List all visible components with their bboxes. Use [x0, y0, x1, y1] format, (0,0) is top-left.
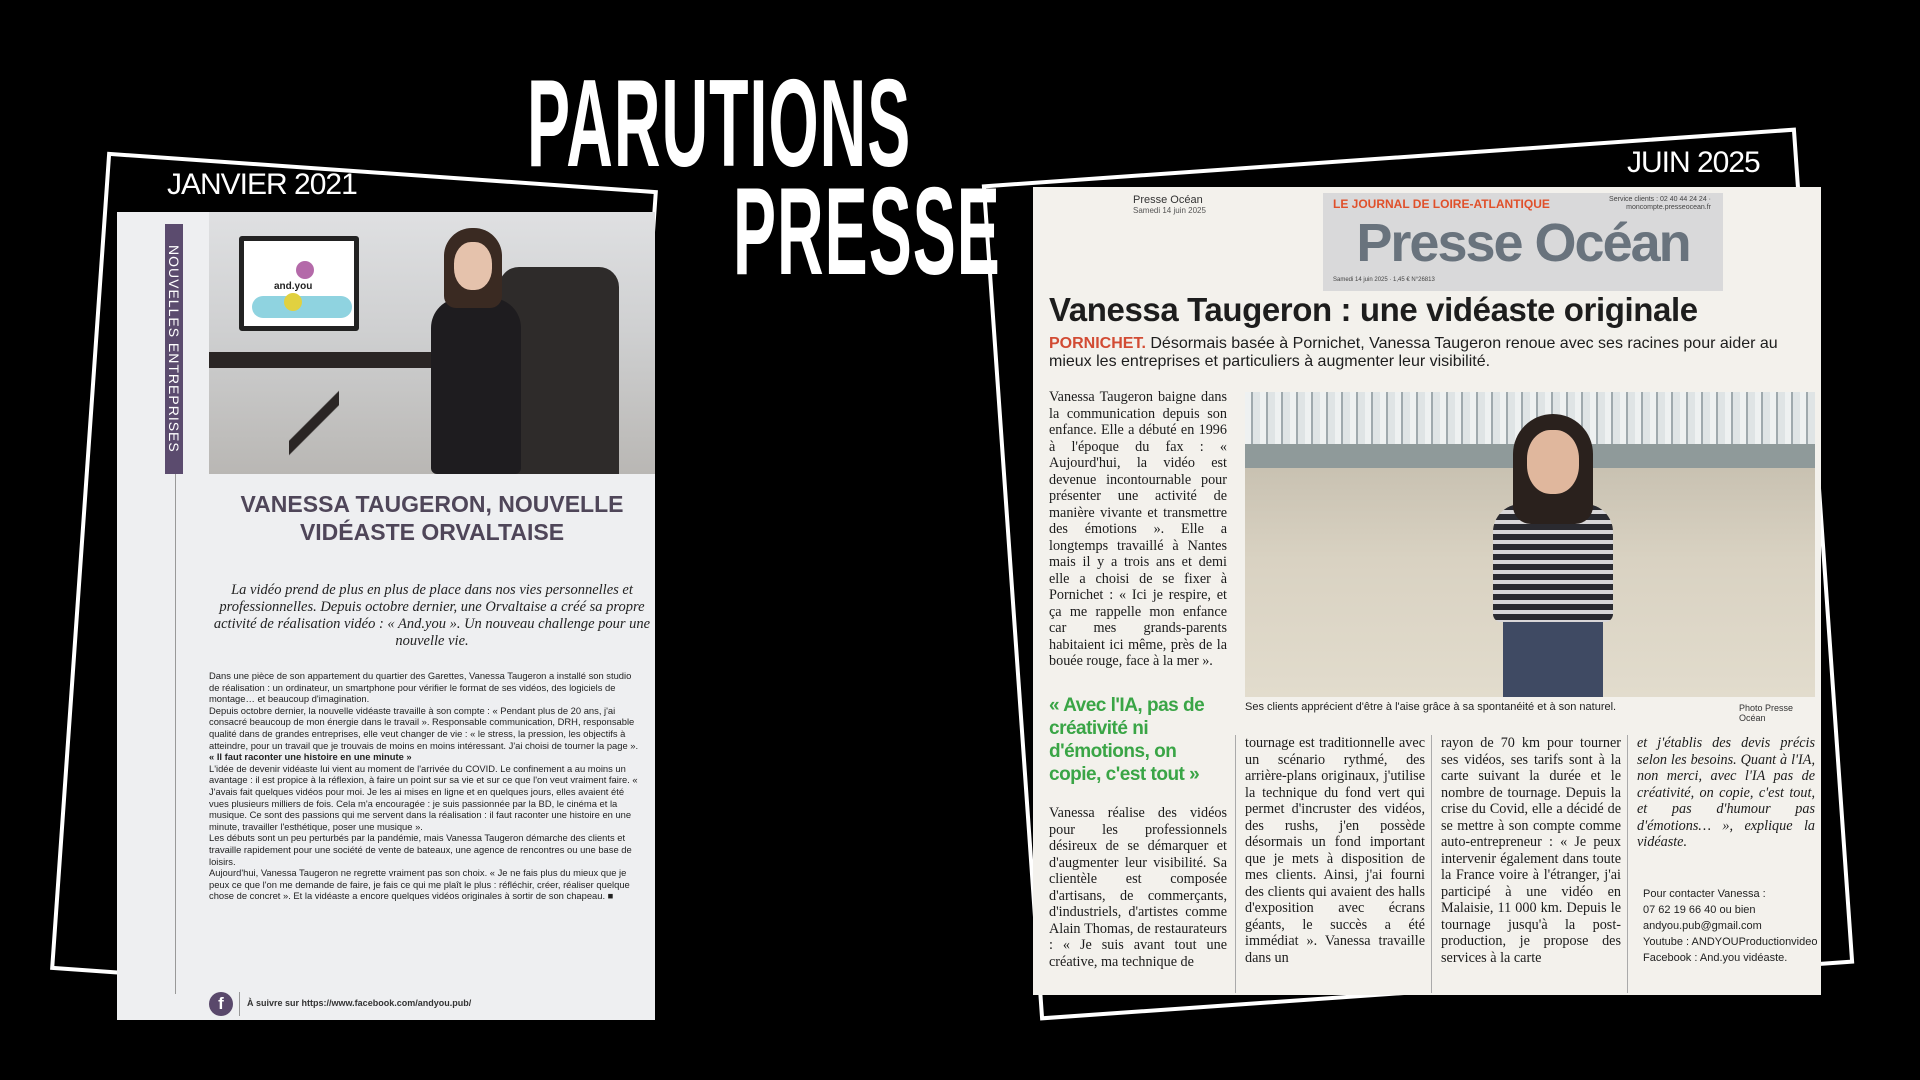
left-paragraph: Les débuts sont un peu perturbés par la pandémie, mais Vanessa Taugeron démarche des clients et travaille rapidement pour une société de vente de bateaux, une agence de rencontres ou une base de loisirs. [209, 832, 632, 867]
left-body [209, 670, 641, 902]
left-subheading: « Il faut raconter une histoire en une minute » [209, 751, 412, 763]
photo-caption: Ses clients apprécient d'être à l'aise grâce à sa spontanéité et à son naturel. [1245, 701, 1617, 713]
photo-credit: Photo Presse Océan [1739, 703, 1794, 723]
left-paragraph: Aujourd'hui, Vanessa Taugeron ne regrette vraiment pas son choix. « Je ne fais plus du mieux que je peux ce que l'on me demande de faire, je fais ce qui me plaît le plus : réfléchir, créer, réaliser quelque chose de concret ». Et la vidéaste a encore quelques vidéos originales à sortir de son chapeau. ■ [209, 867, 630, 902]
column-rule [1627, 735, 1628, 993]
masthead-small: Presse Océan [1133, 194, 1203, 206]
desk-leg [289, 368, 339, 474]
masthead-name: Presse Océan [1356, 213, 1690, 273]
screen-ball [284, 293, 302, 311]
follow-divider [239, 992, 240, 1016]
left-headline: VANESSA TAUGERON, NOUVELLE VIDÉASTE ORVALTAISE [240, 491, 624, 545]
left-clipping [117, 212, 655, 1020]
masthead-subtitle: LE JOURNAL DE LOIRE-ATLANTIQUE [1333, 197, 1550, 211]
and-you-logo-icon [296, 261, 314, 279]
left-paragraph: Depuis octobre dernier, la nouvelle vidéaste travaille à son compte : « Pendant plus de 20 ans, j'ai consacré beaucoup de mon énergie dans le travail ». Responsable communication, DRH, responsable qualité dans de grandes entreprises, elle veut changer de vie : « le stress, la pression, les objectifs à atteindre, pour un travail que je trouvais de moins en moins intéressant. J'ai choisi de tourner la page ». [209, 704, 639, 751]
computer-screen [239, 236, 359, 331]
left-paragraph: L'idée de devenir vidéaste lui vient au moment de l'arrivée du COVID. Le confinement a au moins un avantage : il est propice à la réflexion, à faire un point sur sa vie et sur ce que l'on veut vraiment faire. « J'avais fait quelques vidéos pour moi. Je les ai mises en ligne et en quelques jours, elles avaient été vues plusieurs milliers de fois. Cela m'a encouragée : je suis passionnée par la BD, le cinéma et la musique. Ce sont des passions qui me servent dans la réalisation : il faut raconter une histoire en une minute, travailler l'esthétique, poser une musique ». [209, 762, 638, 832]
right-clipping [1033, 187, 1821, 995]
left-photo [209, 212, 655, 474]
person-body [431, 298, 521, 474]
pull-quote: « Avec l'IA, pas de créativité ni d'émotions, on copie, c'est tout » [1049, 695, 1205, 785]
follow-link: À suivre sur https://www.facebook.com/andyou.pub/ [247, 998, 472, 1008]
screen-text: and.you [274, 281, 313, 292]
contact-line: Youtube : ANDYOUProductionvideo [1643, 936, 1818, 948]
screen-wave [252, 296, 352, 318]
column-rule [1431, 735, 1432, 993]
contact-line: 07 62 19 66 40 ou bien [1643, 904, 1756, 916]
right-column-1: Vanessa Taugeron baigne dans la communication depuis son enfance. Elle a débuté en 1996 à l'époque du fax : « Aujourd'hui, la vidéo est devenue incontournable pour présenter une activité de manière vivante et transmettre des émotions ». Elle a longtemps travaillé à Nantes mais il y a trois ans et demi elle a choisi de se fixer à Pornichet : « Ici je respire, et ça me rappelle mon enfance car mes grands-parents habitaient ici même, près de la bouée rouge, face à la mer ». [1049, 389, 1227, 669]
right-date-label: JUIN 2025 [1627, 146, 1760, 179]
facebook-icon: f [209, 992, 233, 1016]
contact-line: Facebook : And.you vidéaste. [1643, 952, 1788, 964]
left-lead: La vidéo prend de plus en plus de place dans nos vies personnelles et professionnelles. Depuis octobre dernier, une Orvaltaise a créé sa propre activité de réalisation vidéo : « And.you ». Un nouveau challenge pour une nouvelle vie. [213, 582, 651, 649]
left-paragraph: Dans une pièce de son appartement du quartier des Garettes, Vanessa Taugeron a installé son studio de réalisation : un ordinateur, un smartphone pour vérifier le format de ses vidéos, des logiciels de montage… et beaucoup d'imagination. [209, 670, 632, 705]
right-headline: Vanessa Taugeron : une vidéaste originale [1049, 291, 1698, 328]
column-rule [1235, 735, 1236, 993]
left-divider [175, 474, 176, 994]
person-face [454, 242, 492, 290]
page-title-line2: PRESSE [733, 163, 1001, 301]
intro-city: PORNICHET. [1049, 335, 1146, 352]
page-title-line1: PARUTIONS [527, 55, 912, 193]
contact-line: andyou.pub@gmail.com [1643, 920, 1762, 932]
masthead-service: Service clients : 02 40 44 24 24 · moncompte.presseocean.fr [1609, 196, 1711, 211]
desk [209, 352, 459, 368]
section-tab-label: NOUVELLES ENTREPRISES [166, 245, 182, 453]
masthead-date: Samedi 14 juin 2025 [1133, 206, 1206, 215]
person-jeans [1503, 622, 1603, 697]
right-intro [1049, 335, 1815, 371]
contact-box [1643, 886, 1818, 966]
right-column-3: rayon de 70 km pour tourner ses vidéos, ses tarifs sont à la carte suivant la durée et le nombre de tournage. Depuis la crise du Covid, elle a décidé de se mettre à son compte comme auto-entrepreneur : « Je peux intervenir également dans toute la France voire à l'étranger, j'ai participé à une vidéo en Malaisie, 11 000 km. Depuis le tournage jusqu'à la post-production, je propose des services à la carte [1441, 735, 1621, 966]
left-date-label: JANVIER 2021 [167, 168, 357, 201]
right-column-2: tournage est traditionnelle avec un scénario rythmé, des arrière-plans originaux, j'utilise la technique du fond vert qui permet d'incruster des vidéos, des rushs, j'en possède désormais un fond important que je mets à disposition de mes clients. Ainsi, j'ai fourni des clients qui avaient des halls d'exposition avec écrans géants, le succès a été immédiat ». Vanessa travaille dans un [1245, 735, 1425, 966]
person-face [1527, 430, 1579, 494]
right-photo [1245, 392, 1815, 697]
right-column-1b: Vanessa réalise des vidéos pour les professionnels désireux de se démarquer et d'augmenter leur visibilité. Sa clientèle est composée d'artisans, de commerçants, d'industriels, d'artistes comme Alain Thomas, de restaurateurs : « Je suis avant tout une créative, ma technique de [1049, 805, 1227, 970]
intro-text: Désormais basée à Pornichet, Vanessa Taugeron renoue avec ses racines pour aider au mieux les entreprises et particuliers à augmenter leur visibilité. [1049, 335, 1778, 370]
right-column-4: et j'établis des devis précis selon les besoins. Quant à l'IA, non merci, avec l'IA pas de créativité, on copie, c'est tout, et pas d'humour pas d'émotions… », explique la vidéaste. [1637, 735, 1815, 850]
contact-line: Pour contacter Vanessa : [1643, 888, 1766, 900]
masthead-mini: Samedi 14 juin 2025 · 1,45 € N°26813 [1333, 277, 1435, 283]
